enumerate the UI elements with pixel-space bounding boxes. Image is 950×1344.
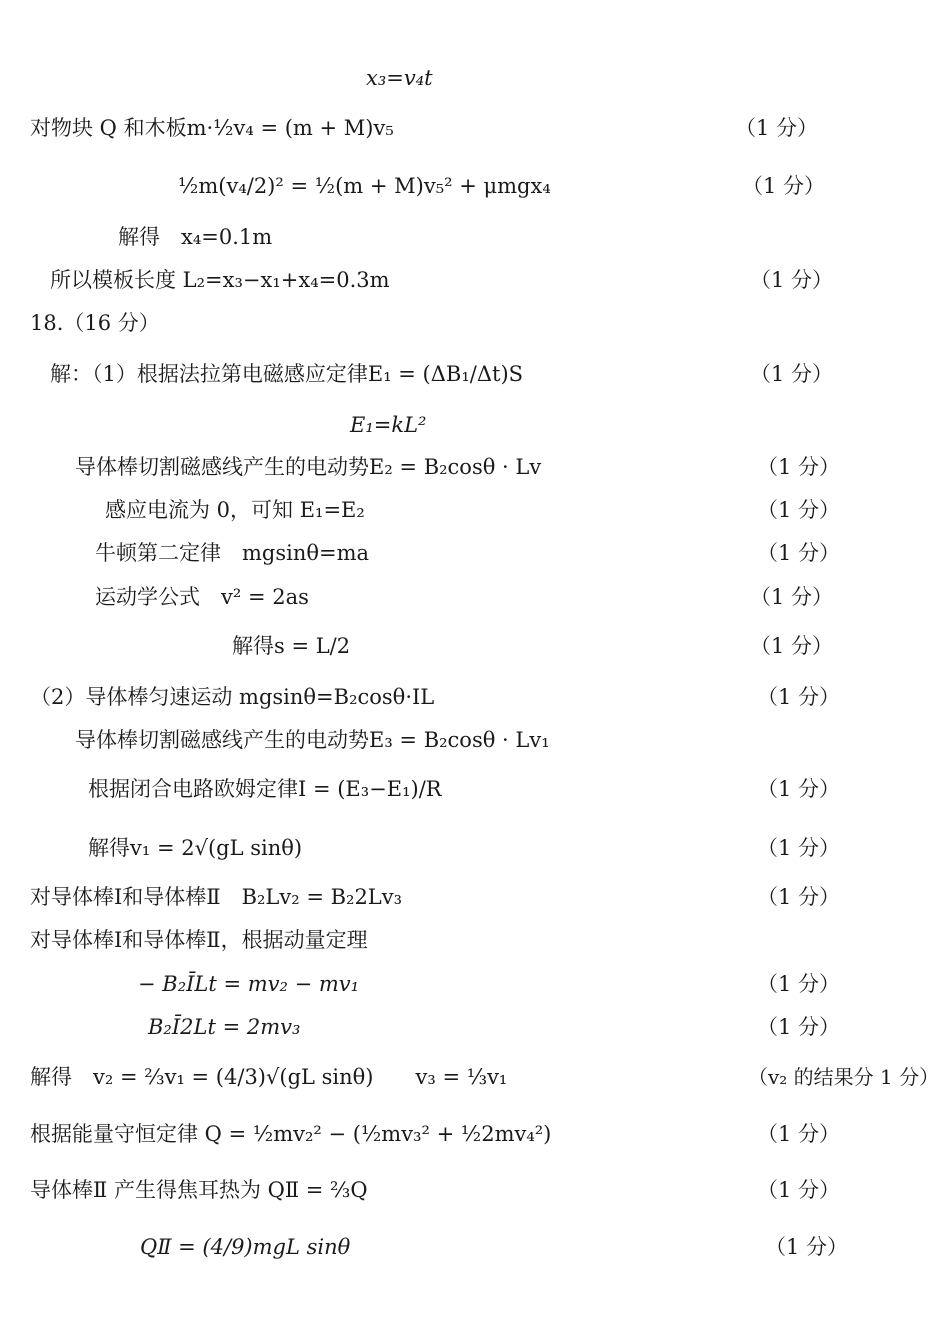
score-mark: （1 分） — [757, 777, 841, 801]
line-text: 对导体棒Ⅰ和导体棒Ⅱ B₂Lv₂ = B₂2Lv₃ — [30, 885, 403, 909]
line-text: 对物块 Q 和木板m·½v₄ = (m + M)v₅ — [30, 116, 394, 140]
line-text: 对导体棒Ⅰ和导体棒Ⅱ，根据动量定理 — [30, 928, 368, 952]
line-10 — [0, 490, 950, 530]
line-20 — [0, 964, 950, 1004]
line-25 — [0, 1227, 950, 1267]
line-text: ½m(v₄/2)² = ½(m + M)v₅² + μmgx₄ — [178, 174, 551, 198]
line-text: 根据能量守恒定律 Q = ½mv₂² − (½mv₃² + ½2mv₄²) — [30, 1122, 552, 1146]
line-text: 解：（1）根据法拉第电磁感应定律E₁ = (ΔB₁/Δt)S — [50, 362, 524, 386]
line-14 — [0, 677, 950, 717]
line-18 — [0, 877, 950, 917]
line-15 — [0, 720, 950, 760]
score-mark: （1 分） — [750, 585, 834, 609]
line-13 — [0, 626, 950, 666]
line-text: x₃=v₄t — [366, 66, 433, 90]
score-mark: （1 分） — [742, 174, 826, 198]
score-mark: （1 分） — [757, 1122, 841, 1146]
line-text: 18.（16 分） — [30, 311, 160, 335]
line-text: 运动学公式 v² = 2as — [95, 585, 309, 609]
line-text: − B₂ĪLt = mv₂ − mv₁ — [138, 972, 360, 996]
line-text: 导体棒切割磁感线产生的电动势E₂ = B₂cosθ · Lv — [75, 455, 542, 479]
line-11 — [0, 533, 950, 573]
score-mark: （1 分） — [750, 362, 834, 386]
line-24 — [0, 1170, 950, 1210]
score-mark: （1 分） — [735, 116, 819, 140]
line-21 — [0, 1007, 950, 1047]
line-19 — [0, 920, 950, 960]
line-text: 根据闭合电路欧姆定律I = (E₃−E₁)/R — [88, 777, 442, 801]
line-12 — [0, 577, 950, 617]
line-text: 感应电流为 0，可知 E₁=E₂ — [105, 498, 365, 522]
line-text: 导体棒切割磁感线产生的电动势E₃ = B₂cosθ · Lv₁ — [75, 728, 550, 752]
line-4 — [0, 217, 950, 257]
score-mark: （1 分） — [757, 1015, 841, 1039]
score-mark: （1 分） — [757, 685, 841, 709]
line-text: （2）导体棒匀速运动 mgsinθ=B₂cosθ·IL — [30, 685, 435, 709]
score-mark: （1 分） — [765, 1235, 849, 1259]
line-5 — [0, 260, 950, 300]
line-text: E₁=kL² — [350, 413, 427, 437]
score-mark: （1 分） — [757, 1178, 841, 1202]
line-text: 解得v₁ = 2√(gL sinθ) — [88, 836, 303, 860]
score-mark: （1 分） — [757, 885, 841, 909]
line-2 — [0, 108, 950, 148]
line-1 — [0, 58, 950, 98]
line-17 — [0, 828, 950, 868]
line-text: 所以模板长度 L₂=x₃−x₁+x₄=0.3m — [50, 268, 390, 292]
score-mark: （1 分） — [757, 498, 841, 522]
line-text: 解得 x₄=0.1m — [118, 225, 273, 249]
line-text: 牛顿第二定律 mgsinθ=ma — [95, 541, 370, 565]
line-22 — [0, 1057, 950, 1097]
score-mark: （1 分） — [757, 541, 841, 565]
line-text: 解得s = L/2 — [232, 634, 351, 658]
line-7 — [0, 354, 950, 394]
score-mark: （1 分） — [757, 455, 841, 479]
score-mark: （1 分） — [750, 268, 834, 292]
score-mark: （1 分） — [757, 836, 841, 860]
line-6 — [0, 303, 950, 343]
score-mark: （1 分） — [750, 634, 834, 658]
line-23 — [0, 1114, 950, 1154]
line-text: QⅡ = (4/9)mgL sinθ — [140, 1235, 351, 1259]
line-text: B₂Ī2Lt = 2mv₃ — [148, 1015, 301, 1039]
line-text: 解得 v₂ = ⅔v₁ = (4/3)√(gL sinθ) v₃ = ⅓v₁ — [30, 1065, 508, 1089]
line-16 — [0, 769, 950, 809]
line-3 — [0, 166, 950, 206]
line-8 — [0, 405, 950, 445]
line-9 — [0, 447, 950, 487]
line-text: 导体棒Ⅱ 产生得焦耳热为 QⅡ = ⅔Q — [30, 1178, 368, 1202]
score-mark: （1 分） — [757, 972, 841, 996]
score-mark: （v₂ 的结果分 1 分） — [748, 1065, 940, 1089]
